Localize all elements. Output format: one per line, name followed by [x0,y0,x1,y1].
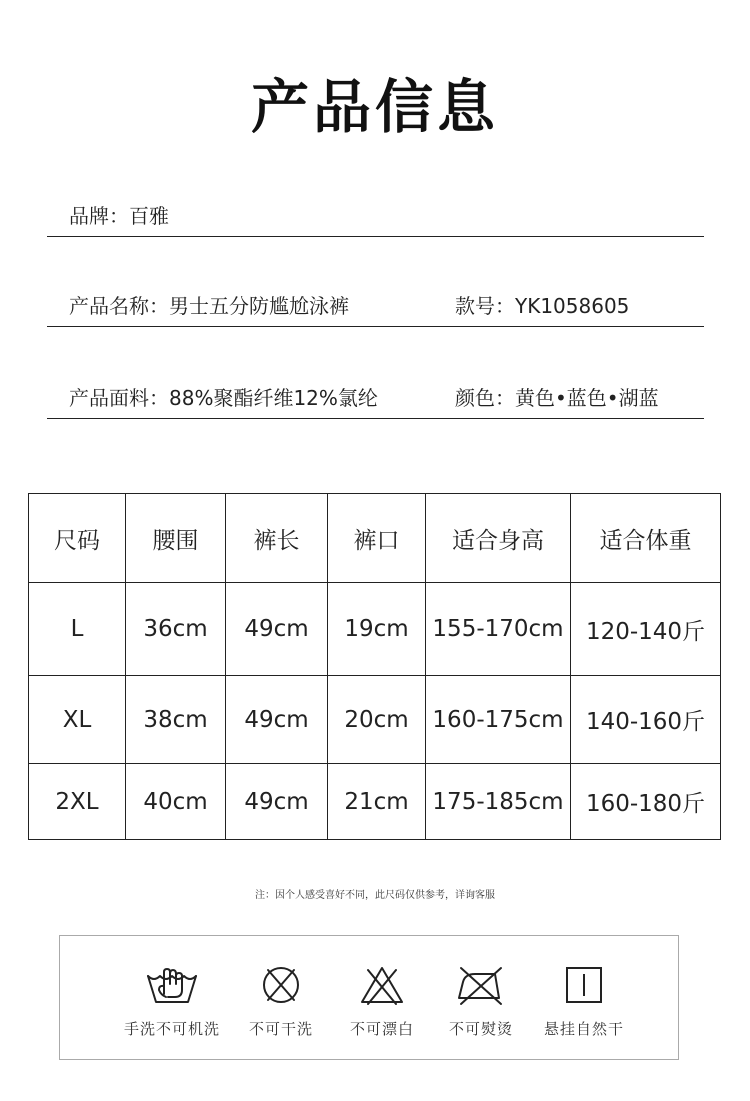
table-cell: 36cm [126,583,226,676]
care-label: 不可干洗 [248,1020,313,1038]
header-cell: 适合身高 [426,494,571,583]
care-label: 不可漂白 [349,1020,414,1038]
size-table [28,493,721,840]
model-no [455,290,629,319]
no-iron-icon [453,964,509,1006]
product-name-value: 男士五分防尴尬泳裤 [169,294,349,318]
fabric-row [47,382,704,412]
table-cell: 49cm [226,764,328,840]
care-item-no-bleach [327,936,437,1039]
table-cell: XL [29,676,126,764]
fabric-label: 产品面料： [69,386,169,410]
table-cell: 19cm [328,583,426,676]
color-value: 黄色•蓝色•湖蓝 [515,386,659,410]
table-cell: L [29,583,126,676]
table-row [29,676,721,764]
brand-value: 百雅 [129,204,169,228]
model-no-value: YK1058605 [515,294,630,318]
size-note: 注：因个人感受喜好不同，此尺码仅供参考，详询客服 [255,890,495,901]
model-no-label: 款号： [455,294,515,318]
divider [47,326,704,327]
product-name-label: 产品名称： [69,294,169,318]
care-label: 悬挂自然干 [543,1020,624,1038]
brand-label: 品牌： [69,204,129,228]
fabric-value: 88%聚酯纤维12%氯纶 [169,386,378,410]
table-cell: 160-180斤 [571,764,721,840]
table-cell: 155-170cm [426,583,571,676]
care-label: 不可熨烫 [448,1020,513,1038]
table-header-row [29,494,721,583]
table-row [29,764,721,840]
care-label: 手洗不可机洗 [123,1020,220,1038]
color [455,382,659,411]
divider [47,418,704,419]
table-cell: 40cm [126,764,226,840]
header-cell: 腰围 [126,494,226,583]
table-cell: 20cm [328,676,426,764]
header-cell: 裤长 [226,494,328,583]
table-row [29,583,721,676]
table-cell: 21cm [328,764,426,840]
table-cell: 120-140斤 [571,583,721,676]
care-item-no-dry-clean [226,936,336,1039]
care-instructions [59,935,679,1060]
table-cell: 38cm [126,676,226,764]
header-cell: 裤口 [328,494,426,583]
care-item-hand-wash [117,936,227,1039]
care-item-hang-dry [529,936,639,1039]
care-item-no-iron [426,936,536,1039]
color-label: 颜色： [455,386,515,410]
brand-row [47,200,704,230]
no-bleach-icon [354,964,410,1006]
divider [47,236,704,237]
table-cell: 140-160斤 [571,676,721,764]
no-dry-clean-icon [253,964,309,1006]
hand-wash-icon [144,964,200,1006]
page-title: 产品信息 [250,73,499,141]
table-cell: 160-175cm [426,676,571,764]
table-cell: 175-185cm [426,764,571,840]
product-name-row [47,290,704,320]
table-cell: 2XL [29,764,126,840]
table-cell: 49cm [226,676,328,764]
hang-dry-icon [556,964,612,1006]
header-cell: 适合体重 [571,494,721,583]
table-cell: 49cm [226,583,328,676]
header-cell: 尺码 [29,494,126,583]
